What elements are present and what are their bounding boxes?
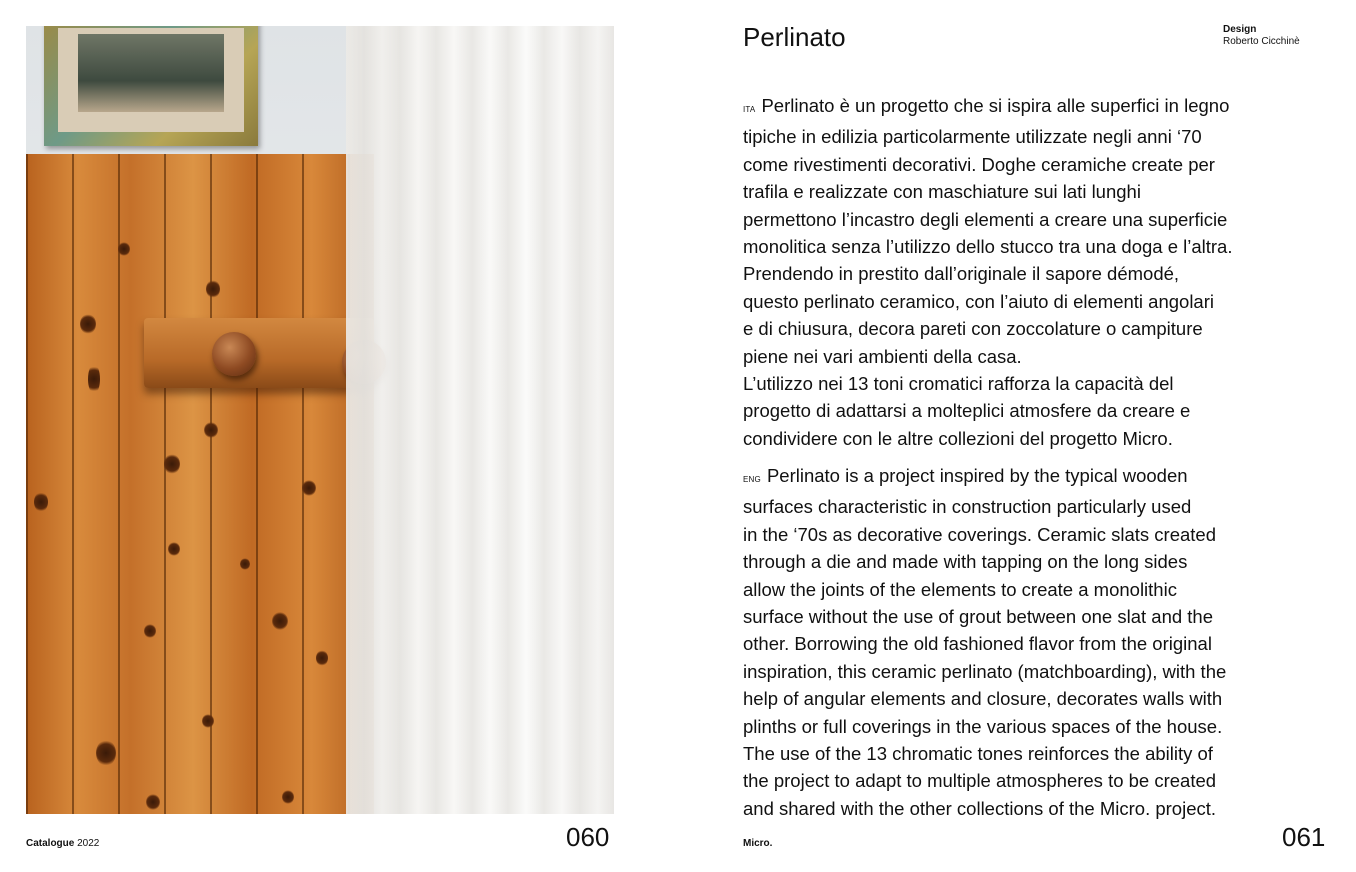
design-label: Design <box>1223 24 1257 35</box>
product-photo <box>26 26 614 814</box>
wood-paneling <box>26 154 374 814</box>
coat-rack <box>144 318 374 388</box>
coat-peg <box>212 332 256 376</box>
catalogue-year: 2022 <box>77 838 100 849</box>
english-description <box>743 462 1313 822</box>
page-number-right: 061 <box>1282 822 1326 852</box>
catalogue-footer <box>26 838 99 849</box>
page-title: Perlinato <box>743 22 846 52</box>
eng-text: Perlinato is a project inspired by the typical wooden surfaces characteristic in construction particularly used in the ‘70s as decorative coverings. Ceramic slats created through a die and made with tapping on the long sides allow the joints of the elements to create a monolithic surface without the use of grout between one slat and the other. Borrowing the old fashioned flavor from the original inspiration, this ceramic perlinato (matchboarding), with the help of angular elements and closure, decorates walls with plinths or full coverings in the various spaces of the house. The use of the 13 chromatic tones reinforces the ability of the project to adapt to multiple atmospheres to be created and shared with the other collections of the Micro. project. <box>743 465 1227 819</box>
page-number-left: 060 <box>566 822 610 852</box>
brand-footer: Micro. <box>743 838 773 849</box>
catalogue-label: Catalogue <box>26 838 75 849</box>
designer-name: Roberto Cicchinè <box>1223 36 1300 47</box>
ita-language-tag: ITA <box>743 105 756 114</box>
picture-frame <box>44 26 258 146</box>
ita-text: Perlinato è un progetto che si ispira alle superfici in legno tipiche in edilizia particolarmente utilizzate negli anni ‘70 come rivestimenti decorativi. Doghe ceramiche create per trafila e realizzate con maschiature sui lati lunghi permettono l’incastro degli elementi a creare una superficie monolitica senza l’utilizzo dello stucco tra una doga e l’altra. Prendendo in prestito dall’originale il sapore démodé, questo perlinato ceramico, con l’aiuto di elementi angolari e di chiusura, decora pareti con zoccolature o campiture piene nei vari ambienti della casa. L’utilizzo nei 13 toni cromatici rafforza la capacità del progetto di adattarsi a molteplici atmosfere da creare e condividere con le altre collezioni del progetto Micro. <box>743 95 1233 449</box>
curtain <box>346 26 614 814</box>
design-credit <box>1223 24 1300 48</box>
eng-language-tag: ENG <box>743 475 761 484</box>
italian-description <box>743 92 1313 452</box>
